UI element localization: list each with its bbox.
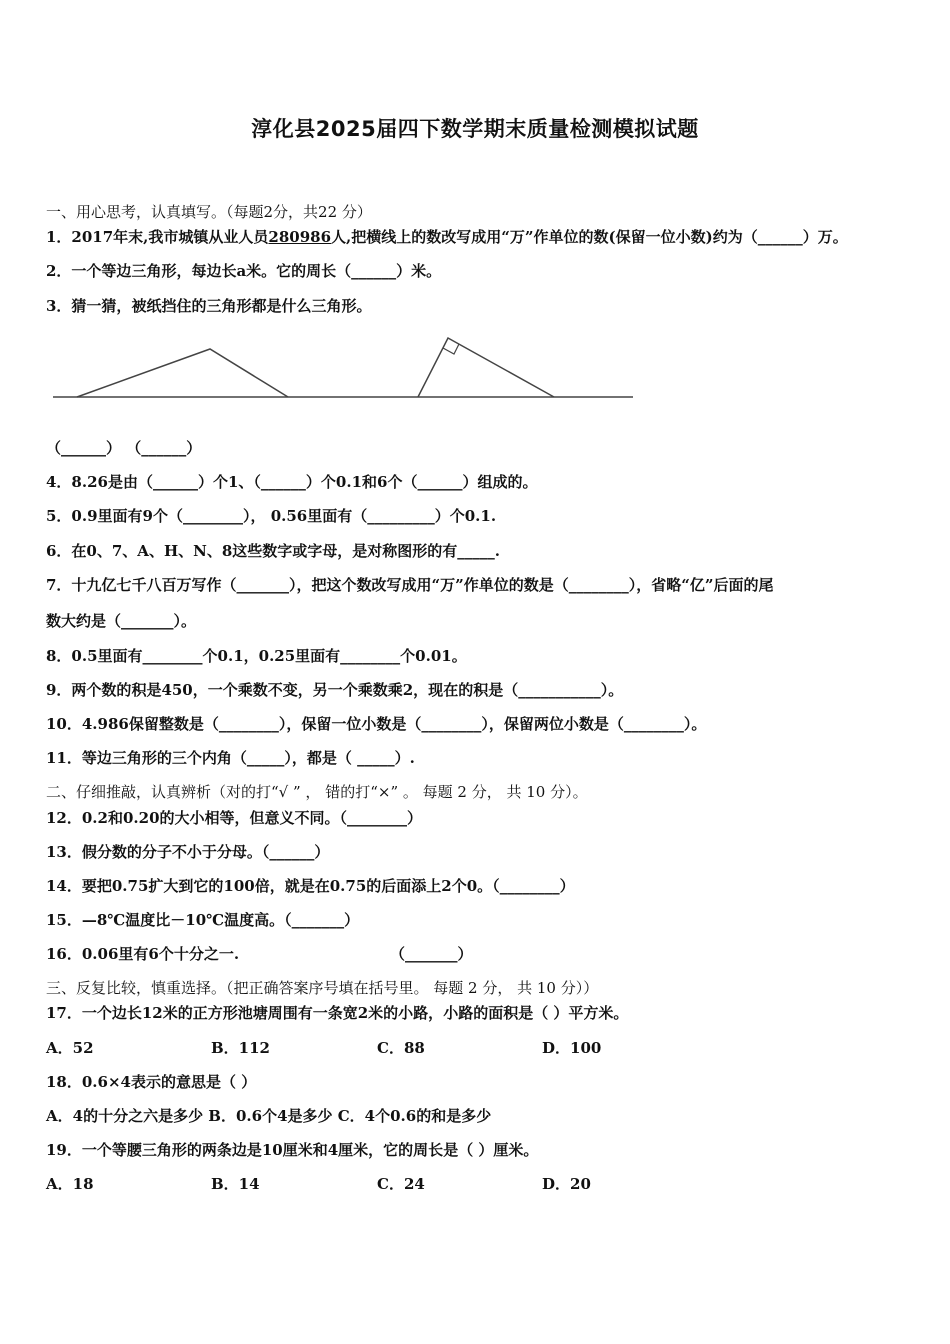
question-17-option-d: D．100 xyxy=(542,1039,602,1057)
question-7-line-2: 数大约是（_______）。 xyxy=(46,612,197,630)
section-2-heading: 二、仔细推敲，认真辨析（对的打“√ ” ， 错的打“×” 。 每题 2 分， 共 10 分）。 xyxy=(46,783,588,801)
page-title: 淳化县2025届四下数学期末质量检测模拟试题 xyxy=(251,117,699,141)
right-angle-mark xyxy=(443,344,459,354)
question-3: 3．猜一猜，被纸挡住的三角形都是什么三角形。 xyxy=(46,297,372,315)
question-17-option-b: B．112 xyxy=(211,1039,270,1057)
section-3-heading: 三、反复比较，慎重选择。（把正确答案序号填在括号里。 每题 2 分， 共 10 分）） xyxy=(46,979,599,997)
triangles-figure xyxy=(50,333,640,408)
question-19-option-a: A．18 xyxy=(46,1175,94,1193)
question-3-answers: （______） （______） xyxy=(46,439,202,457)
question-7-line-1: 7．十九亿七千八百万写作（_______），把这个数改写成用“万”作单位的数是（________），省略“亿”后面的尾 xyxy=(46,576,774,594)
question-17-option-c: C．88 xyxy=(377,1039,425,1057)
question-1-text-a: 1．2017年末,我市城镇从业人员 xyxy=(46,228,269,246)
question-16-blank: （_______） xyxy=(390,945,473,963)
question-16: 16．0.06里有6个十分之一. xyxy=(46,945,240,963)
question-8: 8．0.5里面有________个0.1，0.25里面有________个0.01。 xyxy=(46,647,467,665)
question-1 xyxy=(46,227,848,247)
question-1-number: 280986 xyxy=(268,228,332,246)
question-15: 15．—8℃温度比－10℃温度高。（_______） xyxy=(46,911,360,929)
question-17: 17．一个边长12米的正方形池塘周围有一条宽2米的小路，小路的面积是（ ）平方米。 xyxy=(46,1004,629,1022)
question-6: 6．在0、7、A、H、N、8这些数字或字母，是对称图形的有_____. xyxy=(46,542,500,560)
question-18: 18．0.6×4表示的意思是（ ） xyxy=(46,1073,257,1091)
question-2: 2．一个等边三角形，每边长a米。它的周长（______）米。 xyxy=(46,262,442,280)
triangle-2-visible-sides xyxy=(418,338,554,397)
question-19: 19．一个等腰三角形的两条边是10厘米和4厘米，它的周长是（ ）厘米。 xyxy=(46,1141,539,1159)
question-14: 14．要把0.75扩大到它的100倍，就是在0.75的后面添上2个0。（________） xyxy=(46,877,575,895)
question-13: 13．假分数的分子不小于分母。（______） xyxy=(46,843,330,861)
question-4: 4．8.26是由（______）个1、（______）个0.1和6个（______）组成的。 xyxy=(46,473,538,491)
question-18-options: A．4的十分之六是多少 B．0.6个4是多少 C．4个0.6的和是多少 xyxy=(46,1107,492,1125)
question-1-text-b: 人,把横线上的数改写成用“万”作单位的数(保留一位小数)约为（______）万。 xyxy=(331,228,848,246)
triangle-1-visible-sides xyxy=(77,349,288,397)
question-12: 12．0.2和0.20的大小相等，但意义不同。（________） xyxy=(46,809,423,827)
question-19-option-b: B．14 xyxy=(211,1175,260,1193)
question-11: 11．等边三角形的三个内角（_____），都是（ _____）. xyxy=(46,749,415,767)
question-17-option-a: A．52 xyxy=(46,1039,94,1057)
section-1-heading: 一、用心思考，认真填写。（每题2分，共22 分） xyxy=(46,203,372,221)
question-19-option-d: D．20 xyxy=(542,1175,591,1193)
question-19-option-c: C．24 xyxy=(377,1175,425,1193)
question-9: 9．两个数的积是450，一个乘数不变，另一个乘数乘2，现在的积是（___________）。 xyxy=(46,681,624,699)
question-5: 5．0.9里面有9个（________）， 0.56里面有（_________）个0.1. xyxy=(46,507,497,525)
question-10: 10．4.986保留整数是（________），保留一位小数是（________），保留两位小数是（________）。 xyxy=(46,715,707,733)
